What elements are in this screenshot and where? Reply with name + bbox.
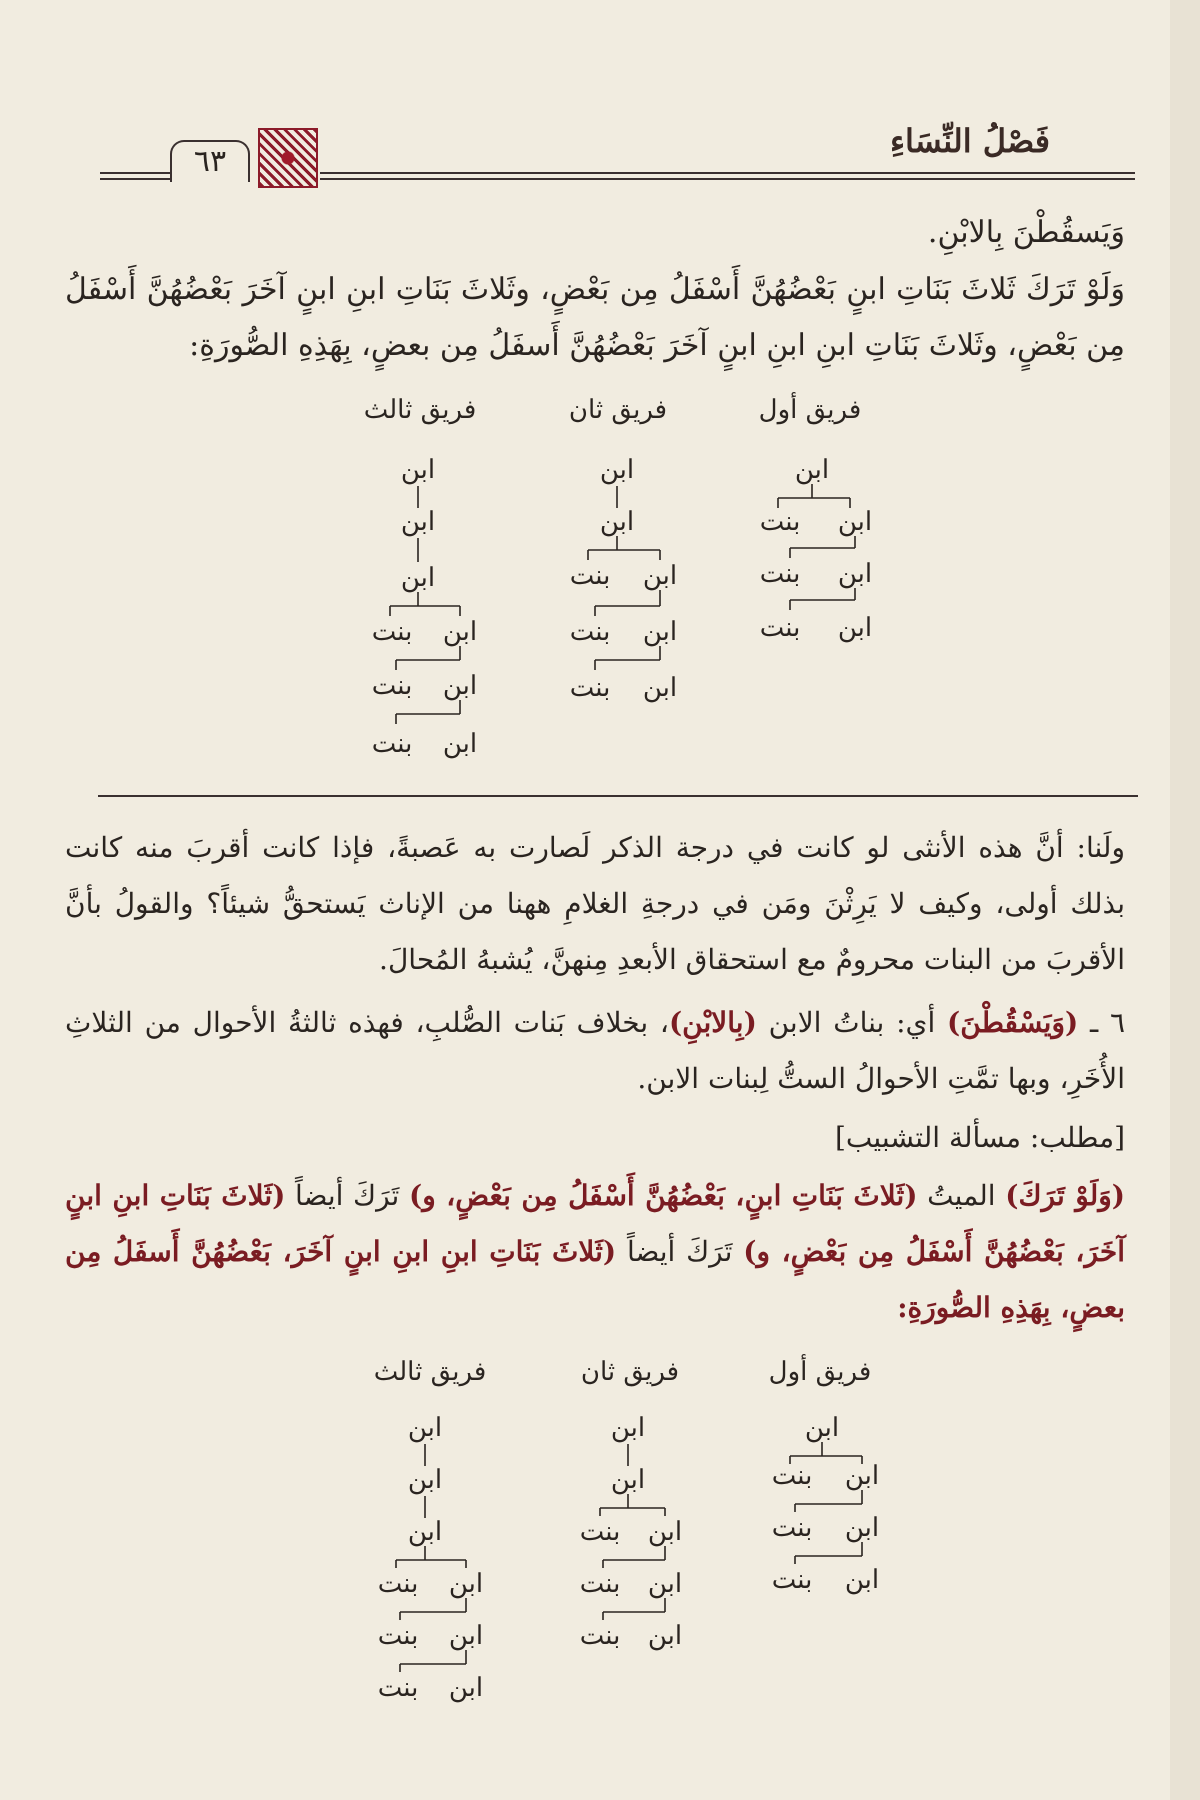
quoted-text: (وَلَوْ تَرَكَ) [1005,1179,1126,1212]
node-son: ابن [442,729,478,759]
node-daughter: بنت [371,729,413,759]
node-son: ابن [837,559,873,589]
node-son: ابن [804,1413,840,1443]
group-label-2: فريق ثان [580,1357,680,1387]
group-label-1: فريق أول [758,395,862,425]
commentary-paragraph-3 [65,1168,1125,1336]
commentary-text: الميتُ [927,1179,996,1212]
group-label-3: فريق ثالث [363,395,477,425]
node-daughter: بنت [759,613,801,643]
node-son: ابن [794,455,830,485]
note-number: ٦ ـ [1090,1006,1126,1039]
page-gutter [1170,0,1200,1800]
node-daughter: بنت [377,1621,419,1651]
commentary-text: أي: بناتُ الابن [768,1006,936,1039]
quoted-text: (ثَلاثَ بَنَاتِ ابنٍ، بَعْضُهُنَّ أَسْفَلُ مِن بَعْضٍ، و) [408,1179,918,1212]
node-son: ابن [610,1465,646,1495]
node-daughter: بنت [569,673,611,703]
node-daughter: بنت [377,1673,419,1703]
quoted-text: (ثَلاثَ بَنَاتِ ابنِ ابنٍ آخَرَ، بَعْضُهُنَّ أَسْفَلُ مِن بَعْضٍ، و) [65,1179,1126,1268]
node-son: ابن [400,563,436,593]
header-rule [320,172,1135,174]
node-son: ابن [407,1517,443,1547]
commentary-text: تَرَكَ أيضاً [295,1179,400,1212]
node-son: ابن [844,1461,880,1491]
node-son: ابن [407,1413,443,1443]
node-son: ابن [599,455,635,485]
section-divider [98,795,1138,797]
node-son: ابن [407,1465,443,1495]
node-son: ابن [610,1413,646,1443]
node-son: ابن [448,1673,484,1703]
node-daughter: بنت [771,1565,813,1595]
quoted-text: (ثَلاثَ بَنَاتِ ابنِ ابنِ ابنٍ آخَرَ، بَعْضُهُنَّ أَسفَلُ مِن بعضٍ، بِهَذِهِ الصُّورَةِ: [65,1235,1125,1324]
node-daughter: بنت [579,1517,621,1547]
node-daughter: بنت [759,507,801,537]
section-heading: [مطلب: مسألة التشبيب] [835,1121,1125,1154]
node-daughter: بنت [579,1621,621,1651]
commentary-paragraph-2 [65,995,1125,1107]
node-son: ابن [400,455,436,485]
node-son: ابن [599,507,635,537]
node-daughter: بنت [569,561,611,591]
commentary-paragraph-1: ولَنا: أنَّ هذه الأنثى لو كانت في درجة الذكر لَصارت به عَصبةً، فإذا كانت أقربَ منه كانت بذلك أولى، وكيف لا يَرِثْنَ ومَن في درجةِ الغلامِ ههنا من الإناث يَستحقُّ شيئاً؟ والقولُ بأنَّ الأقربَ من البنات محرومٌ مع استحقاق الأبعدِ مِنهنَّ، يُشبهُ المُحالَ. [65,831,1125,976]
node-son: ابن [448,1569,484,1599]
header-rule-2 [320,178,1135,180]
node-son: ابن [844,1513,880,1543]
node-daughter: بنت [759,559,801,589]
node-daughter: بنت [371,617,413,647]
node-son: ابن [642,617,678,647]
node-daughter: بنت [771,1513,813,1543]
node-daughter: بنت [569,617,611,647]
ornament-icon [258,128,318,188]
page-number: ٦٣ [170,140,250,182]
commentary-text: تَرَكَ أيضاً [626,1235,733,1268]
header-rule-left [100,172,170,174]
node-son: ابن [642,673,678,703]
node-son: ابن [442,617,478,647]
intro-paragraph: وَلَوْ تَرَكَ ثَلاثَ بَنَاتِ ابنٍ بَعْضُهُنَّ أَسْفَلُ مِن بَعْضٍ، وثَلاثَ بَنَاتِ ابنِ ابنٍ آخَرَ بَعْضُهُنَّ أَسْفَلُ مِن بَعْضٍ، وثَلاثَ بَنَاتِ ابنِ ابنِ ابنٍ آخَرَ بَعْضُهُنَّ أَسفَلُ مِن بعضٍ، بِهَذِهِ الصُّورَةِ: [65,272,1125,363]
quoted-text: (بِالابْنِ) [668,1006,757,1039]
commentary-text: ، بخلاف بَنات الصُّلبِ، فهذه ثالثةُ الأحوال من الثلاثِ الأُخَرِ، وبها تمَّتِ الأحوالُ الستُّ لِبنات الابن. [65,1006,1125,1095]
node-son: ابن [837,613,873,643]
quoted-text: (وَيَسْقُطْنَ) [947,1006,1079,1039]
group-label-1: فريق أول [768,1357,872,1387]
node-son: ابن [448,1621,484,1651]
node-son: ابن [837,507,873,537]
header-rule-left-2 [100,178,170,180]
node-son: ابن [844,1565,880,1595]
node-son: ابن [647,1621,683,1651]
node-daughter: بنت [579,1569,621,1599]
group-label-3: فريق ثالث [373,1357,487,1387]
node-daughter: بنت [771,1461,813,1491]
group-label-2: فريق ثان [568,395,668,425]
node-daughter: بنت [371,671,413,701]
chapter-title: فَصْلُ النِّسَاءِ [889,122,1050,160]
node-daughter: بنت [377,1569,419,1599]
node-son: ابن [442,671,478,701]
node-son: ابن [400,507,436,537]
node-son: ابن [647,1569,683,1599]
text-line-1: وَيَسقُطْنَ بِالابْنِ. [927,215,1125,250]
node-son: ابن [647,1517,683,1547]
node-son: ابن [642,561,678,591]
